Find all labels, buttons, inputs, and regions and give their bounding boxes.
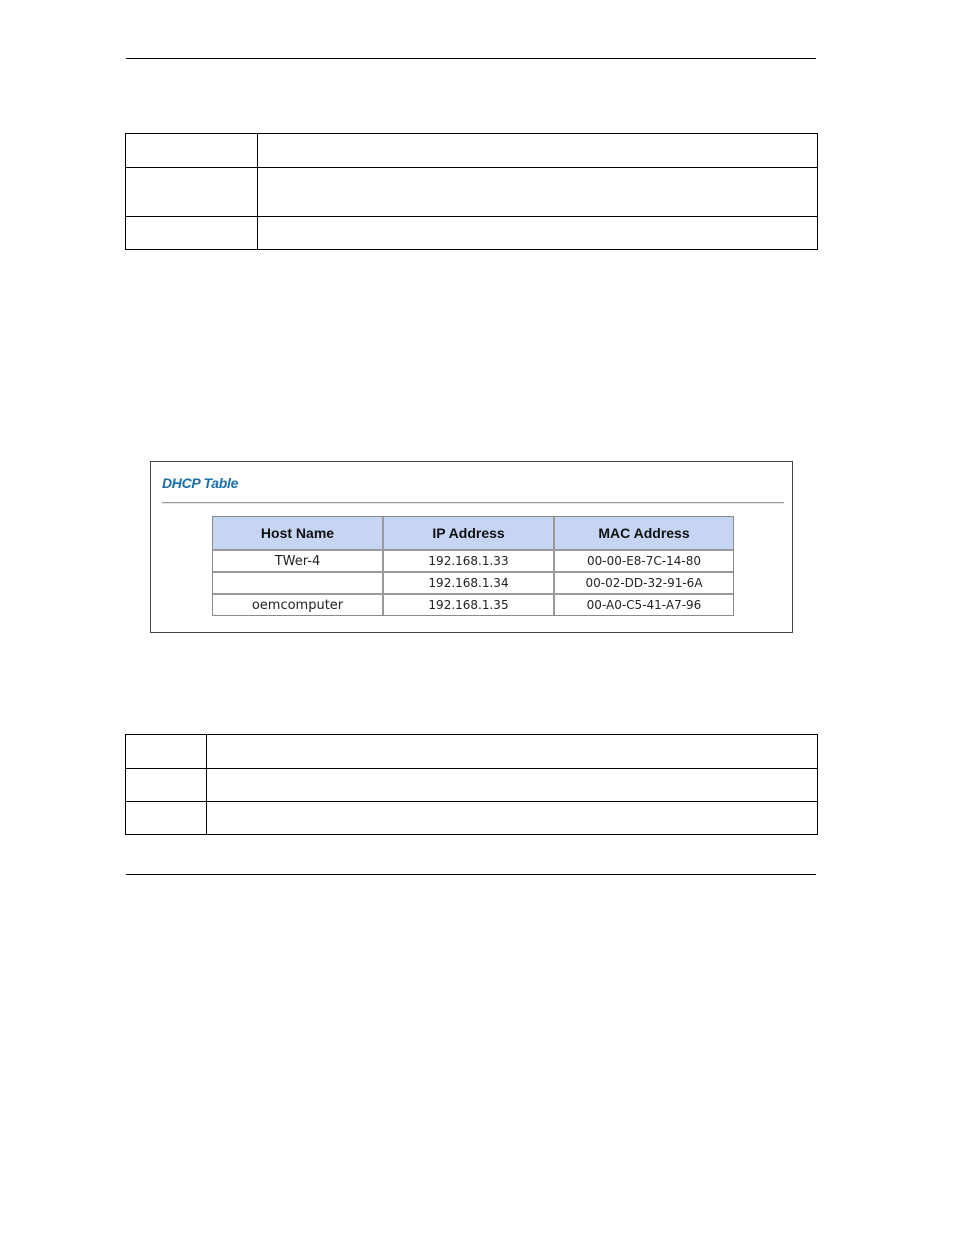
description-table-top xyxy=(125,133,818,250)
table-row xyxy=(213,573,733,595)
table-cell-description xyxy=(207,735,818,769)
ip-address-cell: 192.168.1.34 xyxy=(384,573,555,595)
host-name-cell: TWer-4 xyxy=(213,551,384,573)
title-divider xyxy=(162,502,784,504)
mac-address-cell: 00-02-DD-32-91-6A xyxy=(555,573,733,595)
table-cell-description xyxy=(258,217,818,250)
table-row xyxy=(213,551,733,573)
table-row xyxy=(213,595,733,615)
table-cell-label xyxy=(126,802,207,835)
table-row xyxy=(126,217,818,250)
table-row xyxy=(126,802,818,835)
table-row xyxy=(126,735,818,769)
table-cell-label xyxy=(126,735,207,769)
host-name-cell xyxy=(213,573,384,595)
table-cell-label xyxy=(126,769,207,802)
table-row xyxy=(126,168,818,217)
table-cell-description xyxy=(207,802,818,835)
table-row xyxy=(126,769,818,802)
column-header-ip-address: IP Address xyxy=(384,517,555,551)
table-cell-description xyxy=(258,134,818,168)
host-name-cell: oemcomputer xyxy=(213,595,384,615)
dhcp-table-screenshot xyxy=(150,461,793,633)
mac-address-cell: 00-00-E8-7C-14-80 xyxy=(555,551,733,573)
table-cell-label xyxy=(126,217,258,250)
ip-address-cell: 192.168.1.35 xyxy=(384,595,555,615)
dhcp-client-table xyxy=(212,516,734,616)
ip-address-cell: 192.168.1.33 xyxy=(384,551,555,573)
dhcp-table-title: DHCP Table xyxy=(162,475,239,491)
table-cell-description xyxy=(258,168,818,217)
table-cell-label xyxy=(126,134,258,168)
column-header-host-name: Host Name xyxy=(213,517,384,551)
table-cell-label xyxy=(126,168,258,217)
header-rule xyxy=(126,58,816,59)
description-table-bottom xyxy=(125,734,818,835)
table-cell-description xyxy=(207,769,818,802)
table-header-row xyxy=(213,517,733,551)
column-header-mac-address: MAC Address xyxy=(555,517,733,551)
footer-rule xyxy=(126,874,816,875)
table-row xyxy=(126,134,818,168)
mac-address-cell: 00-A0-C5-41-A7-96 xyxy=(586,598,702,612)
